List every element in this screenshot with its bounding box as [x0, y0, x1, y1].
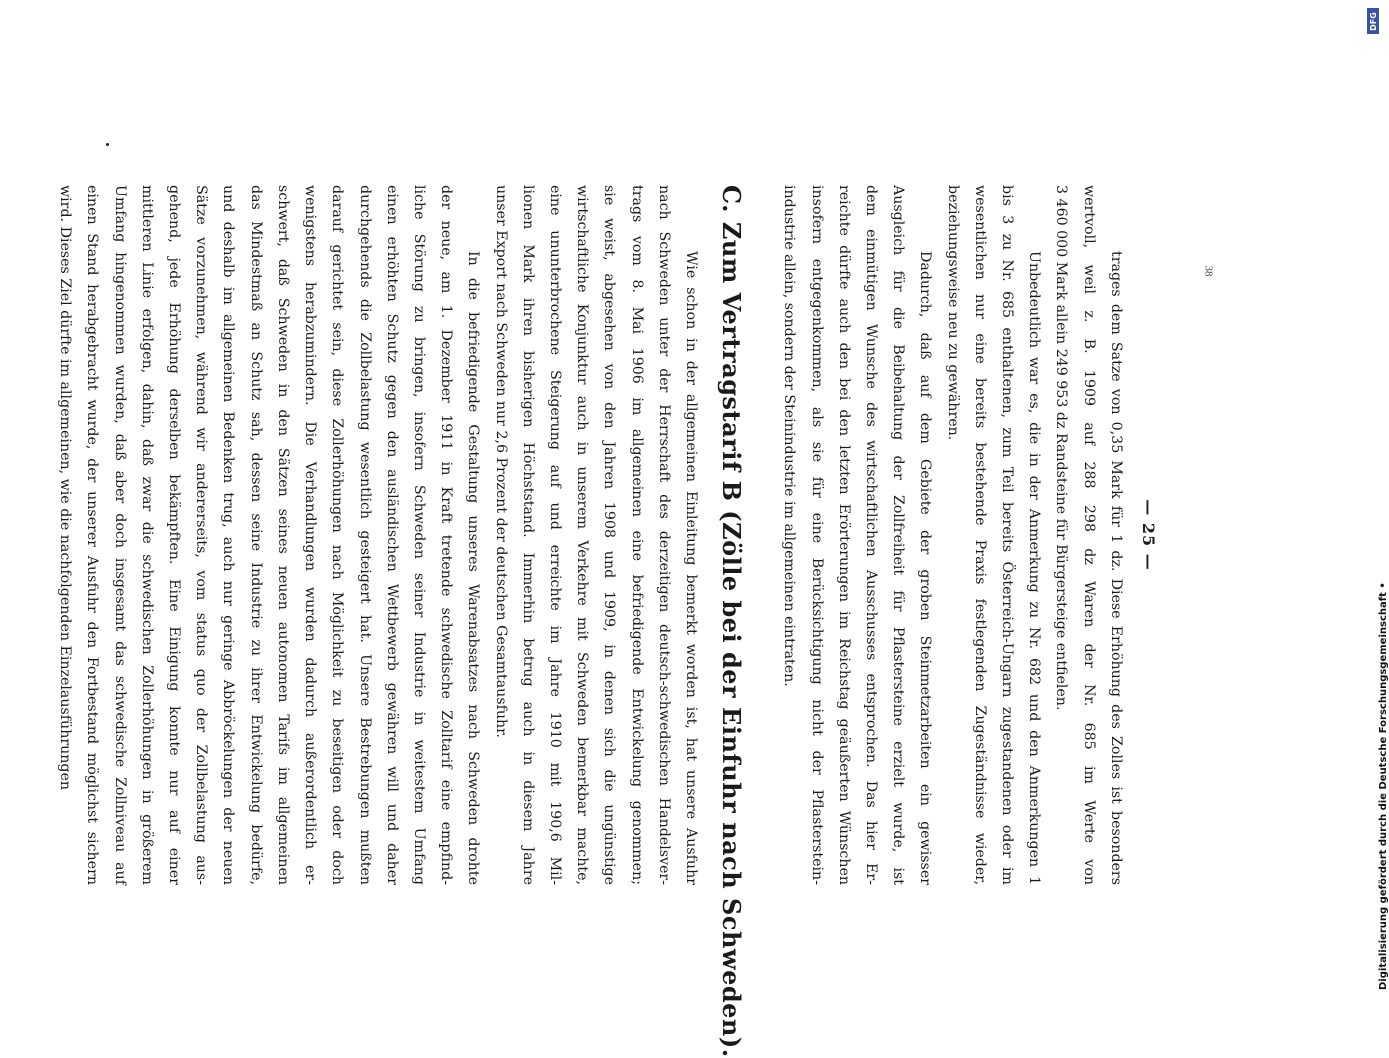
text-line: wenigstens herabzumindern. Die Verhandlungen wurden dadurch außerordentlich er- [302, 185, 319, 885]
text-line: In die befriedigende Gestaltung unseres Warenabsatzes nach Schweden drohte [465, 251, 482, 885]
text-line: Wie schon in der allgemeinen Einleitung bemerkt worden ist, hat unsere Ausfuhr [682, 251, 699, 885]
text-line: lionen Mark ihren bisherigen Höchststand. Immerhin betrug auch in diesem Jahre [519, 185, 536, 885]
paragraph [938, 185, 1047, 885]
text-line: wirtschaftliche Konjunktur auch in unserem Verkehre mit Schweden bemerkbar machte, [574, 185, 591, 885]
page-number: — 25 — [1139, 499, 1158, 571]
top-paragraphs [775, 185, 1129, 885]
paragraph [51, 185, 486, 885]
text-line: Unbedeutlich war es, die in der Anmerkung zu Nr. 682 und den Anmerkungen 1 [1026, 251, 1043, 885]
text-line: Sätze vorzunehmen, während wir andererseits, vom status quo der Zollbelastung aus- [193, 185, 210, 885]
text-line: sie weist, abgesehen von den Jahren 1908 und 1909, in denen sich die ungünstige [601, 185, 618, 885]
text-line: durchgehends die Zollbelastung wesentlich gesteigert hat. Unsere Bestrebungen mußten [356, 185, 373, 885]
text-line: unser Export nach Schweden nur 2,6 Prozent der deutschen Gesamtausfuhr. [492, 185, 509, 738]
text-line: 3 460 000 Mark allein 249 953 dz Randsteine für Bürgersteige entfielen. [1053, 185, 1070, 711]
text-line: nach Schweden unter der Herrschaft des derzeitigen deutsch-schwedischen Handelsver- [655, 185, 672, 885]
text-line: Ausgleich für die Beibehaltung der Zollfreiheit für Pflastersteine erzielt wurde, ist [890, 185, 907, 885]
text-line: der neue, am 1. Dezember 1911 in Kraft tretende schwedische Zolltarif eine empfind- [438, 185, 455, 885]
text-line: gehend, jede Erhöhung derselben bekämpften. Eine Einigung konnte nur auf einer [166, 185, 183, 885]
text-line: Umfang hingenommen wurden, daß aber doch insgesamt das schwedische Zollniveau auf [111, 185, 128, 885]
text-line: Dadurch, daß auf dem Gebiete der groben Steinmetzarbeiten ein gewisser [917, 251, 934, 885]
paragraph [775, 185, 938, 885]
text-line: mittleren Linie erfolgen, dahin, daß zwar die schwedischen Zollerhöhungen in größerem [138, 185, 155, 885]
text-line: das Mindestmaß an Schutz sah, dessen seine Industrie zu ihrer Entwickelung bedürfe, [247, 185, 264, 885]
paragraph [1047, 185, 1129, 885]
text-line: einen erhöhten Schutz gegen den ausländischen Wettbewerb gewähren will und daher [383, 185, 400, 885]
dfg-notice: Digitalisierung gefördert durch die Deutsche Forschungsgemeinschaft • [1378, 582, 1389, 990]
scan-speck [106, 143, 109, 146]
text-line: wertvoll, weil z. B. 1909 auf 288 298 dz Waren der Nr. 685 im Werte von [1080, 185, 1097, 885]
section-heading: C. Zum Vertragstarif B (Zölle bei der Einfuhr nach Schweden). [717, 185, 747, 1058]
paragraph [486, 185, 704, 885]
text-line: schwert, daß Schweden in den Sätzen seines neuen autonomen Tarifs im allgemeinen [274, 185, 291, 885]
text-line: reichte dürfte auch den bei den letzten Erörterungen im Reichstag geäußerten Wünschen [835, 185, 852, 885]
text-line: darauf gerichtet sein, diese Zollerhöhungen nach Möglichkeit zu beseitigen oder doch [329, 185, 346, 885]
text-line: beziehungsweise neu zu gewähren. [944, 185, 961, 441]
text-line: und deshalb im allgemeinen Bedenken trug, auch nur geringe Abbröckelungen der neuen [220, 185, 237, 885]
text-line: trags vom 8. Mai 1906 im allgemeinen eine befriedigende Entwickelung genommen; [628, 185, 645, 885]
text-line: wird. Dieses Ziel dürfte im allgemeinen, wie die nachfolgenden Einzelausführungen [57, 185, 74, 791]
text-line: eine ununterbrochene Steigerung auf und erreichte im Jahre 1910 mit 190,6 Mil- [546, 185, 563, 885]
text-line: insofern entgegenkommen, als sie für eine Berücksichtigung nicht der Pflasterstein- [808, 185, 825, 885]
text-line: trages dem Satze von 0,35 Mark für 1 dz. Diese Erhöhung des Zolles ist besonders [1107, 251, 1124, 885]
text-line: industrie allein, sondern der Steinindustrie im allgemeinen eintraten. [781, 185, 798, 687]
footnote-mark: 38 [1202, 265, 1215, 277]
text-line: einen Stand herabgebracht wurde, der unserer Ausfuhr den Fortbestand möglichst sichern [84, 185, 101, 885]
text-line: wesentlichen nur eine bereits bestehende Praxis festlegenden Zugeständnisse wieder, [971, 185, 988, 885]
rotated-text-page [57, 185, 1240, 1058]
dfg-logo: DFG [1367, 8, 1379, 34]
text-line: bis 3 zu Nr. 685 enthaltenen, zum Teil bereits Österreich-Ungarn zugestandenen oder im [998, 185, 1015, 885]
text-line: dem einmütigen Wunsche des wirtschaftlichen Ausschusses entsprochen. Das hier Er- [862, 185, 879, 885]
text-line: liche Störung zu bringen, insofern Schweden seiner Industrie in weitestem Umfang [410, 185, 427, 885]
bottom-paragraphs [51, 185, 704, 885]
